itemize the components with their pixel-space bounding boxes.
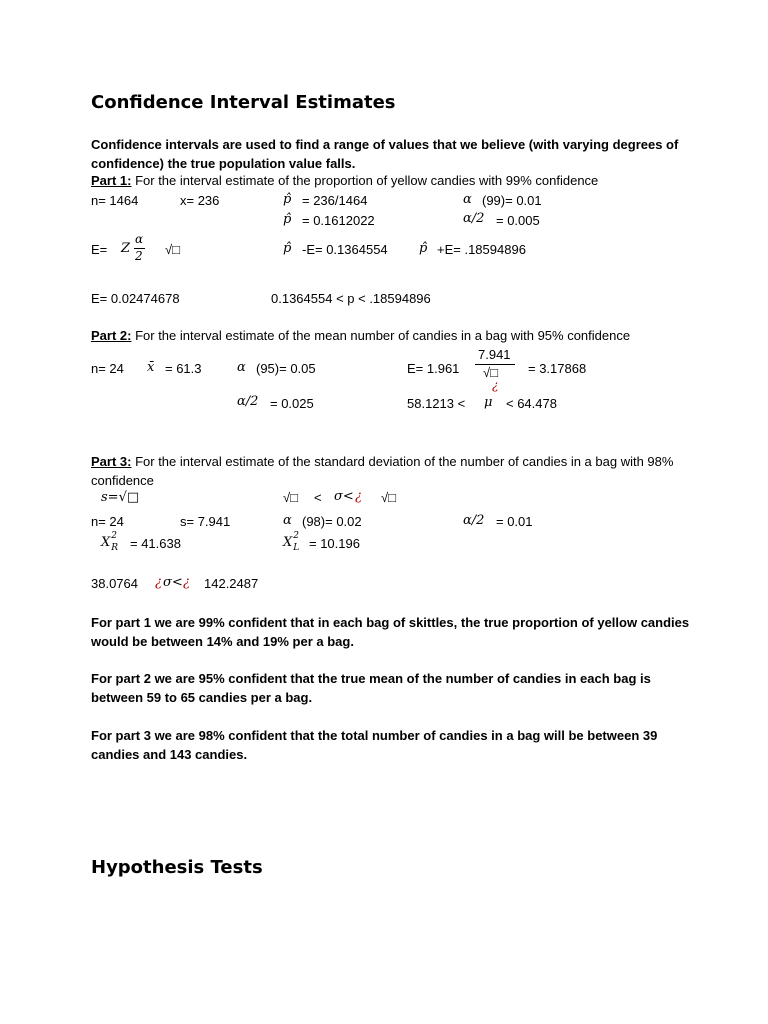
- part2-label: Part 2:: [91, 328, 132, 343]
- part3-label: Part 3:: [91, 454, 132, 469]
- part2-n: n= 24: [91, 361, 124, 376]
- part2-heading: [91, 328, 630, 344]
- part2-fraction-numerator: 7.941: [478, 347, 511, 362]
- part1-alpha-half: α/2: [463, 211, 485, 226]
- part1-phat-symbol-3: p̂: [283, 241, 292, 256]
- part3-chi-left-base: X: [283, 535, 293, 550]
- part1-n: n= 1464: [91, 193, 139, 208]
- part3-heading: [91, 452, 691, 490]
- part3-n: n= 24: [91, 514, 124, 529]
- part2-xbar-value: = 61.3: [165, 361, 202, 376]
- part3-chi-right-base: X: [101, 535, 111, 550]
- part1-z-numerator: α: [135, 232, 144, 246]
- part3-sqrt-1: √□: [283, 490, 298, 505]
- part3-chi-right: [101, 531, 120, 553]
- part3-text: For the interval estimate of the standard deviation of the number of candies in a bag with 98% confidence: [91, 454, 674, 488]
- part1-alpha-value: (99)= 0.01: [482, 193, 542, 208]
- part2-fraction-glyph: ¿: [492, 378, 499, 392]
- part2-text: For the interval estimate of the mean number of candies in a bag with 95% confidence: [131, 328, 631, 343]
- part3-alpha-value: (98)= 0.02: [302, 514, 362, 529]
- part3-interval-right: 142.2487: [204, 576, 259, 591]
- part3-chi-right-sup: 2: [111, 531, 117, 541]
- part1-x: x= 236: [180, 193, 220, 208]
- page-title: Confidence Interval Estimates: [91, 92, 396, 113]
- part2-mu-symbol: μ: [484, 395, 493, 410]
- part2-E-label: E= 1.961: [407, 361, 460, 376]
- conclusion-part3: For part 3 we are 98% confident that the total number of candies in a bag will be between 39 candies and 143 candies.: [91, 728, 658, 762]
- part1-z-denominator: 2: [135, 249, 143, 263]
- part1-z-symbol: Z: [121, 241, 131, 256]
- part1-phat-symbol-4: p̂: [419, 241, 428, 256]
- part3-alpha-half: α/2: [463, 513, 485, 528]
- section-heading-hypothesis: Hypothesis Tests: [91, 857, 263, 878]
- part2-interval-left: 58.1213 <: [407, 396, 466, 411]
- part2-interval-right: < 64.478: [506, 396, 557, 411]
- part3-chi-left: [283, 531, 302, 553]
- part2-E-value: = 3.17868: [528, 361, 587, 376]
- part2-alpha-half: α/2: [237, 394, 259, 409]
- part2-alpha-half-value: = 0.025: [270, 396, 314, 411]
- part1-heading: [91, 173, 598, 189]
- part1-interval: 0.1364554 < p < .18594896: [271, 291, 431, 306]
- part3-chi-right-sub: R: [111, 543, 119, 553]
- part1-phat-symbol: p̂: [283, 192, 292, 207]
- conclusion-part2: For part 2 we are 95% confident that the true mean of the number of candies in each bag is between 59 to 65 candies per a bag.: [91, 671, 651, 705]
- part3-less-than: <: [314, 490, 322, 505]
- part1-label: Part 1:: [91, 173, 132, 188]
- part3-chi-left-value: = 10.196: [309, 536, 360, 551]
- part3-interval-sigma: σ<: [163, 575, 183, 590]
- conclusion-part1: For part 1 we are 99% confident that in each bag of skittles, the true proportion of yellow candies would be between 14% and 19% per a bag.: [91, 615, 690, 649]
- part3-alpha-half-value: = 0.01: [496, 514, 533, 529]
- part2-alpha-symbol: α: [237, 360, 246, 375]
- part3-interval-glyph-1: ¿: [155, 575, 162, 590]
- part1-lower-bound: -E= 0.1364554: [302, 242, 388, 257]
- part1-sqrt-placeholder: √□: [165, 242, 180, 257]
- part2-xbar-symbol: x̄: [147, 360, 155, 375]
- part3-interval-left: 38.0764: [91, 576, 138, 591]
- part1-p-value: = 0.1612022: [302, 213, 375, 228]
- part3-glyph: ¿: [355, 489, 362, 504]
- intro-paragraph: Confidence intervals are used to find a range of values that we believe (with varying degrees of confidence) the true population value falls.: [91, 137, 679, 171]
- part1-phat-symbol-2: p̂: [283, 212, 292, 227]
- part1-text: For the interval estimate of the proportion of yellow candies with 99% confidence: [131, 173, 599, 188]
- part3-sqrt-2: √□: [381, 490, 396, 505]
- part3-alpha-symbol: α: [283, 513, 292, 528]
- part2-alpha-value: (95)= 0.05: [256, 361, 316, 376]
- part3-chi-right-value: = 41.638: [130, 536, 181, 551]
- part1-E-label: E=: [91, 242, 108, 257]
- part1-alpha-half-value: = 0.005: [496, 213, 540, 228]
- part3-sigma: σ<: [334, 489, 354, 504]
- part3-interval-glyph-2: ¿: [183, 575, 190, 590]
- part3-chi-left-sub: L: [293, 543, 300, 553]
- part1-E-value: E= 0.02474678: [91, 291, 180, 306]
- part1-p-fraction: = 236/1464: [302, 193, 368, 208]
- part3-chi-left-sup: 2: [293, 531, 299, 541]
- part3-s-formula: s=√□: [101, 490, 140, 505]
- part1-upper-bound: +E= .18594896: [437, 242, 526, 257]
- part1-alpha-symbol: α: [463, 192, 472, 207]
- part3-s: s= 7.941: [180, 514, 231, 529]
- part2-fraction-denominator: √□: [483, 365, 498, 380]
